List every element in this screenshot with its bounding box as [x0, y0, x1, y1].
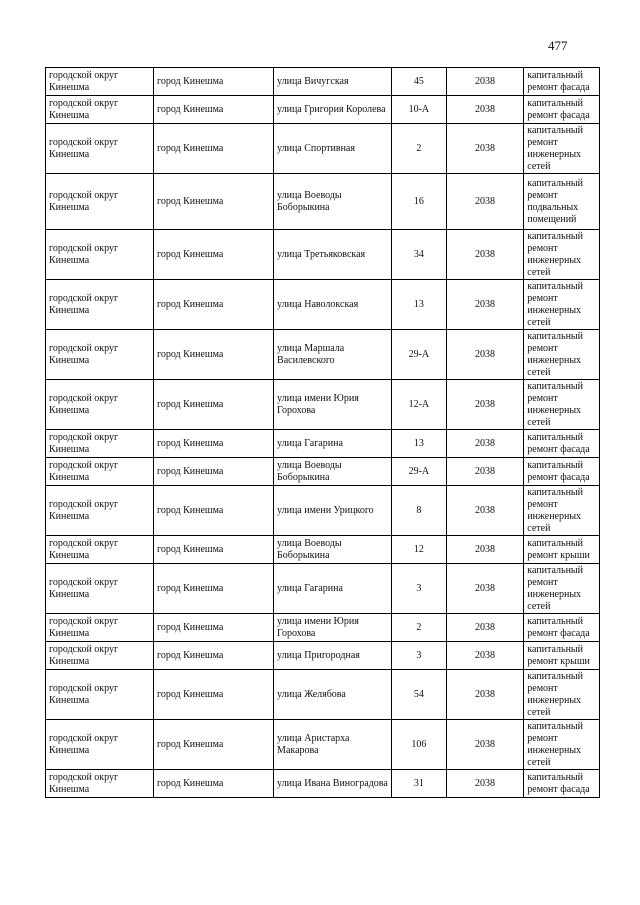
- city-cell: город Кинешма: [153, 96, 273, 124]
- year-cell: 2038: [446, 96, 524, 124]
- year-cell: 2038: [446, 430, 524, 458]
- city-cell: город Кинешма: [153, 380, 273, 430]
- street-cell: улица имени Юрия Горохова: [274, 614, 392, 642]
- district-cell: городской округ Кинешма: [46, 614, 154, 642]
- house-number-cell: 3: [392, 564, 446, 614]
- district-cell: городской округ Кинешма: [46, 230, 154, 280]
- street-cell: улица Третьяковская: [274, 230, 392, 280]
- city-cell: город Кинешма: [153, 68, 273, 96]
- table-row: [46, 770, 600, 798]
- house-number-cell: 12: [392, 536, 446, 564]
- street-cell: улица Гагарина: [274, 430, 392, 458]
- work-type-cell: капитальный ремонт инженерных сетей: [524, 280, 600, 330]
- district-cell: городской округ Кинешма: [46, 280, 154, 330]
- work-type-cell: капитальный ремонт инженерных сетей: [524, 230, 600, 280]
- city-cell: город Кинешма: [153, 720, 273, 770]
- district-cell: городской округ Кинешма: [46, 430, 154, 458]
- table-row: [46, 124, 600, 174]
- house-number-cell: 2: [392, 614, 446, 642]
- street-cell: улица Пригородная: [274, 642, 392, 670]
- work-type-cell: капитальный ремонт фасада: [524, 96, 600, 124]
- work-type-cell: капитальный ремонт фасада: [524, 68, 600, 96]
- district-cell: городской округ Кинешма: [46, 720, 154, 770]
- city-cell: город Кинешма: [153, 564, 273, 614]
- house-number-cell: 13: [392, 280, 446, 330]
- table-row: [46, 720, 600, 770]
- house-number-cell: 2: [392, 124, 446, 174]
- district-cell: городской округ Кинешма: [46, 174, 154, 230]
- table-row: [46, 68, 600, 96]
- work-type-cell: капитальный ремонт инженерных сетей: [524, 124, 600, 174]
- year-cell: 2038: [446, 230, 524, 280]
- table-row: [46, 280, 600, 330]
- table-row: [46, 614, 600, 642]
- year-cell: 2038: [446, 642, 524, 670]
- table-row: [46, 486, 600, 536]
- year-cell: 2038: [446, 458, 524, 486]
- work-type-cell: капитальный ремонт крыши: [524, 642, 600, 670]
- work-type-cell: капитальный ремонт инженерных сетей: [524, 670, 600, 720]
- table-row: [46, 564, 600, 614]
- house-number-cell: 34: [392, 230, 446, 280]
- year-cell: 2038: [446, 720, 524, 770]
- year-cell: 2038: [446, 68, 524, 96]
- work-type-cell: капитальный ремонт инженерных сетей: [524, 486, 600, 536]
- district-cell: городской округ Кинешма: [46, 770, 154, 798]
- work-type-cell: капитальный ремонт крыши: [524, 536, 600, 564]
- house-number-cell: 29-А: [392, 458, 446, 486]
- table-row: [46, 536, 600, 564]
- street-cell: улица Григория Королева: [274, 96, 392, 124]
- district-cell: городской округ Кинешма: [46, 68, 154, 96]
- city-cell: город Кинешма: [153, 670, 273, 720]
- street-cell: улица Воеводы Боборыкина: [274, 536, 392, 564]
- year-cell: 2038: [446, 280, 524, 330]
- table-row: [46, 96, 600, 124]
- work-type-cell: капитальный ремонт инженерных сетей: [524, 330, 600, 380]
- page-number: 477: [548, 38, 568, 53]
- work-type-cell: капитальный ремонт фасада: [524, 458, 600, 486]
- city-cell: город Кинешма: [153, 230, 273, 280]
- table-row: [46, 174, 600, 230]
- street-cell: улица имени Юрия Горохова: [274, 380, 392, 430]
- district-cell: городской округ Кинешма: [46, 124, 154, 174]
- district-cell: городской округ Кинешма: [46, 670, 154, 720]
- table-row: [46, 330, 600, 380]
- table-row: [46, 230, 600, 280]
- registry-table-body: [46, 68, 600, 798]
- city-cell: город Кинешма: [153, 280, 273, 330]
- year-cell: 2038: [446, 614, 524, 642]
- city-cell: город Кинешма: [153, 124, 273, 174]
- city-cell: город Кинешма: [153, 174, 273, 230]
- district-cell: городской округ Кинешма: [46, 642, 154, 670]
- street-cell: улица имени Урицкого: [274, 486, 392, 536]
- year-cell: 2038: [446, 486, 524, 536]
- street-cell: улица Спортивная: [274, 124, 392, 174]
- city-cell: город Кинешма: [153, 770, 273, 798]
- year-cell: 2038: [446, 330, 524, 380]
- year-cell: 2038: [446, 380, 524, 430]
- city-cell: город Кинешма: [153, 536, 273, 564]
- year-cell: 2038: [446, 564, 524, 614]
- district-cell: городской округ Кинешма: [46, 564, 154, 614]
- work-type-cell: капитальный ремонт фасада: [524, 770, 600, 798]
- work-type-cell: капитальный ремонт фасада: [524, 614, 600, 642]
- street-cell: улица Гагарина: [274, 564, 392, 614]
- district-cell: городской округ Кинешма: [46, 380, 154, 430]
- district-cell: городской округ Кинешма: [46, 536, 154, 564]
- work-type-cell: капитальный ремонт фасада: [524, 430, 600, 458]
- house-number-cell: 45: [392, 68, 446, 96]
- work-type-cell: капитальный ремонт инженерных сетей: [524, 564, 600, 614]
- house-number-cell: 29-А: [392, 330, 446, 380]
- street-cell: улица Воеводы Боборыкина: [274, 458, 392, 486]
- table-row: [46, 380, 600, 430]
- table-row: [46, 670, 600, 720]
- district-cell: городской округ Кинешма: [46, 458, 154, 486]
- city-cell: город Кинешма: [153, 642, 273, 670]
- house-number-cell: 10-А: [392, 96, 446, 124]
- table-row: [46, 458, 600, 486]
- city-cell: город Кинешма: [153, 430, 273, 458]
- city-cell: город Кинешма: [153, 330, 273, 380]
- house-number-cell: 13: [392, 430, 446, 458]
- work-type-cell: капитальный ремонт подвальных помещений: [524, 174, 600, 230]
- year-cell: 2038: [446, 124, 524, 174]
- city-cell: город Кинешма: [153, 458, 273, 486]
- house-number-cell: 12-А: [392, 380, 446, 430]
- registry-table: [45, 67, 600, 798]
- district-cell: городской округ Кинешма: [46, 96, 154, 124]
- city-cell: город Кинешма: [153, 614, 273, 642]
- table-row: [46, 642, 600, 670]
- street-cell: улица Желябова: [274, 670, 392, 720]
- house-number-cell: 3: [392, 642, 446, 670]
- street-cell: улица Ивана Виноградова: [274, 770, 392, 798]
- year-cell: 2038: [446, 536, 524, 564]
- street-cell: улица Вичугская: [274, 68, 392, 96]
- year-cell: 2038: [446, 174, 524, 230]
- street-cell: улица Маршала Василевского: [274, 330, 392, 380]
- house-number-cell: 54: [392, 670, 446, 720]
- table-row: [46, 430, 600, 458]
- year-cell: 2038: [446, 670, 524, 720]
- street-cell: улица Наволокская: [274, 280, 392, 330]
- year-cell: 2038: [446, 770, 524, 798]
- house-number-cell: 16: [392, 174, 446, 230]
- street-cell: улица Аристарха Макарова: [274, 720, 392, 770]
- street-cell: улица Воеводы Боборыкина: [274, 174, 392, 230]
- work-type-cell: капитальный ремонт инженерных сетей: [524, 720, 600, 770]
- house-number-cell: 106: [392, 720, 446, 770]
- house-number-cell: 31: [392, 770, 446, 798]
- work-type-cell: капитальный ремонт инженерных сетей: [524, 380, 600, 430]
- city-cell: город Кинешма: [153, 486, 273, 536]
- house-number-cell: 8: [392, 486, 446, 536]
- district-cell: городской округ Кинешма: [46, 486, 154, 536]
- district-cell: городской округ Кинешма: [46, 330, 154, 380]
